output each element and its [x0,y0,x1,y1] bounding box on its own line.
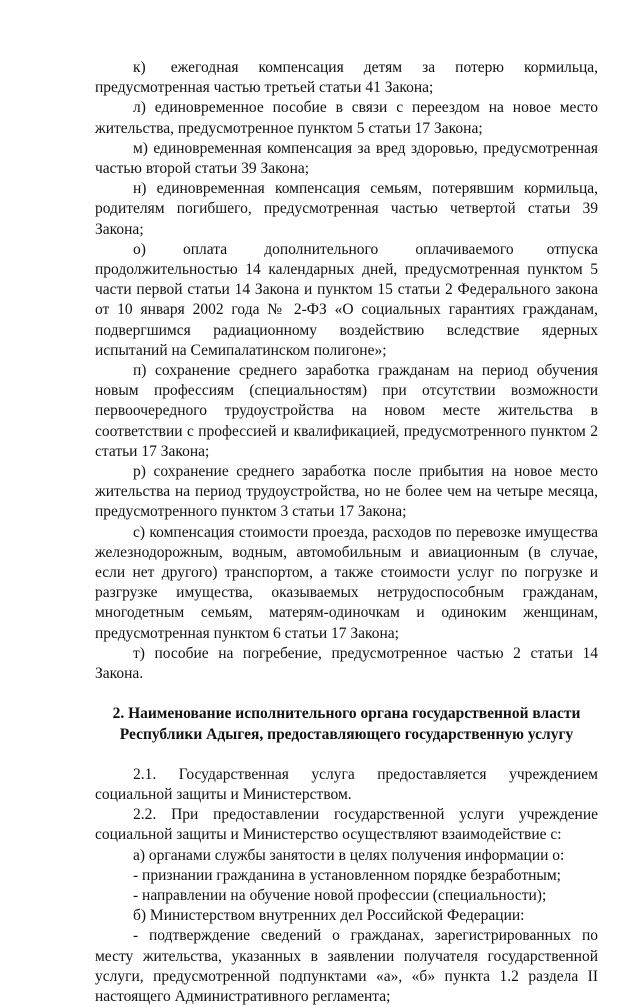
subitem-dash-2: - направлении на обучение новой профессии (специальности); [133,886,547,904]
section-heading-line1: 2. Наименование исполнительного органа государственной власти [112,705,581,723]
list-item-s: с) компенсация стоимости проезда, расходов по перевозке имущества железнодорожным, водным, автомобильным и авиационным (в случае, если нет другого) транспортом, а также стоимости услуг по погрузке и разгрузке имущества, оказываемых нетрудоспособным гражданам, многодетным семьям, матерям-одиночкам и одиноким женщинам, предусмотренная пунктом 6 статьи 17 Закона; [95,523,598,642]
subitem-a: а) органами службы занятости в целях получения информации о: [133,846,565,864]
list-item-p: п) сохранение среднего заработка гражданам на период обучения новым профессиям (специальностям) при отсутствии возможности первоочередного трудоустройства на новом месте жительства в соответствии с профессией и квалификацией, предусмотренного пунктом 2 статьи 17 Закона; [95,362,598,460]
subitem-b: б) Министерством внутренних дел Российской Федерации: [133,907,525,925]
list-item-l: л) единовременное пособие в связи с переездом на новое место жительства, предусмотренное пунктом 5 статьи 17 Закона; [95,99,598,137]
list-item-o: о) оплата дополнительного оплачиваемого отпуска продолжительностью 14 календарных дней, предусмотренная пунктом 5 части первой статьи 14 Закона и пунктом 15 статьи 2 Федерального закона от 10 января 2002 года № 2-ФЗ «О социальных гарантиях гражданам, подвергшимся радиационному воздействию вследствие ядерных испытаний на Семипалатинском полигоне»; [95,240,598,359]
list-item-r: р) сохранение среднего заработка после прибытия на новое место жительства на период трудоустройства, но не более чем на четыре месяца, предусмотренного пунктом 3 статьи 17 Закона; [95,463,598,521]
subitem-dash-3: - подтверждение сведений о гражданах, зарегистрированных по месту жительства, указанных в заявлении получателя государственной услуги, предусмотренной подпунктами «а», «б» пункта 1.2 раздела II настоящего Административного регламента; [95,927,598,1005]
section-heading-line2: Республики Адыгея, предоставляющего государственную услугу [119,725,574,743]
paragraph-2-1: 2.1. Государственная услуга предоставляется учреждением социальной защиты и Министерством. [95,765,598,803]
spacer [95,745,598,765]
paragraph-2-2: 2.2. При предоставлении государственной услуги учреждение социальной защиты и Министерство осуществляют взаимодействие с: [95,806,598,844]
list-item-n: н) единовременная компенсация семьям, потерявшим кормильца, родителям погибшего, предусмотренная частью четвертой статьи 39 Закона; [95,180,598,238]
list-item-k: к) ежегодная компенсация детям за потерю кормильца, предусмотренная частью третьей статьи 41 Закона; [95,59,598,97]
list-item-m: м) единовременная компенсация за вред здоровью, предусмотренная частью второй статьи 39 Закона; [95,139,598,178]
subitem-dash-1: - признании гражданина в установленном порядке безработным; [133,866,561,884]
section-heading [95,704,598,744]
list-item-t: т) пособие на погребение, предусмотренное частью 2 статьи 14 Закона. [95,644,598,683]
